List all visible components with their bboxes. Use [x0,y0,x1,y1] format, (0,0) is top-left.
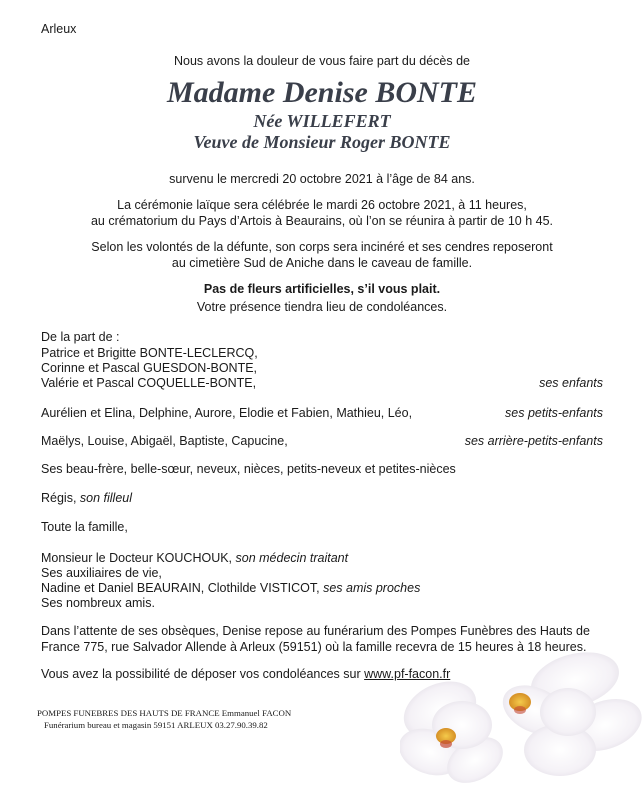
godson-line [41,491,132,505]
funeral-home-name: POMPES FUNEBRES DES HAUTS DE FRANCE Emmanuel FACON [37,708,292,718]
many-friends-line: Ses nombreux amis. [41,596,155,610]
wishes-line-1: Selon les volontés de la défunte, son corps sera incinéré et ses cendres reposeront [91,240,553,254]
death-date: survenu le mercredi 20 octobre 2021 à l’âge de 84 ans. [169,172,475,186]
from-label: De la part de : [41,330,120,344]
friends-names: Nadine et Daniel BEAURAIN, Clothilde VISTICOT, [41,581,324,595]
wishes-line-2: au cimetière Sud de Aniche dans le caveau de famille. [171,256,473,270]
rest-line-2: France 775, rue Salvador Allende à Arleux (59151) où la famille recevra de 15 heures à 18 heures. [41,640,587,654]
maiden-name: Née WILLEFERT [253,111,391,131]
widow-of: Veuve de Monsieur Roger BONTE [193,132,451,152]
extended-family: Ses beau-frère, belle-sœur, neveux, nièces, petits-neveux et petites-nièces [41,462,456,476]
orchid-flowers-image [400,640,644,800]
condolences-note: Votre présence tiendra lieu de condoléances. [196,300,448,314]
whole-family: Toute la famille, [41,520,128,534]
doctor-relation: son médecin traitant [235,551,349,565]
doctor-line [41,551,348,565]
funeral-home-address: Funérarium bureau et magasin 59151 ARLEUX 03.27.90.39.82 [44,720,268,730]
online-condolences [41,667,450,681]
online-text: Vous avez la possibilité de déposer vos condoléances sur [41,667,365,681]
deceased-name: Madame Denise BONTE [167,76,477,109]
intro-text: Nous avons la douleur de vous faire part du décès de [173,54,471,68]
rest-line-1: Dans l’attente de ses obsèques, Denise repose au funérarium des Pompes Funèbres des Hauts de [41,624,590,638]
grandchildren-relation: ses petits-enfants [505,406,603,420]
no-flowers-note: Pas de fleurs artificielles, s’il vous plait. [203,282,441,296]
children-relation: ses enfants [539,376,603,390]
godson-relation: son filleul [79,491,133,505]
child-line-2: Corinne et Pascal GUESDON-BONTE, [41,361,258,375]
friends-relation: ses amis proches [323,581,421,595]
child-line-3: Valérie et Pascal COQUELLE-BONTE, [41,376,257,390]
great-grandchildren-relation: ses arrière-petits-enfants [464,434,603,448]
friends-line [41,581,420,595]
doctor-name: Monsieur le Docteur KOUCHOUK, [41,551,236,565]
orchid-left [400,670,511,792]
godson-name: Régis, [41,491,80,505]
location-label: Arleux [41,22,77,36]
child-line-1: Patrice et Brigitte BONTE-LECLERCQ, [41,346,258,360]
ceremony-line-2: au crématorium du Pays d’Artois à Beaurains, où l’on se réunira à partir de 10 h 45. [90,214,554,228]
orchid-right [495,643,644,776]
great-grandchildren-names: Maëlys, Louise, Abigaël, Baptiste, Capucine, [41,434,288,448]
ceremony-line-1: La cérémonie laïque sera célébrée le mardi 26 octobre 2021, à 11 heures, [117,198,527,212]
grandchildren-names: Aurélien et Elina, Delphine, Aurore, Elodie et Fabien, Mathieu, Léo, [41,406,413,420]
website-link[interactable]: www.pf-facon.fr [364,667,451,681]
helpers-line: Ses auxiliaires de vie, [41,566,162,580]
